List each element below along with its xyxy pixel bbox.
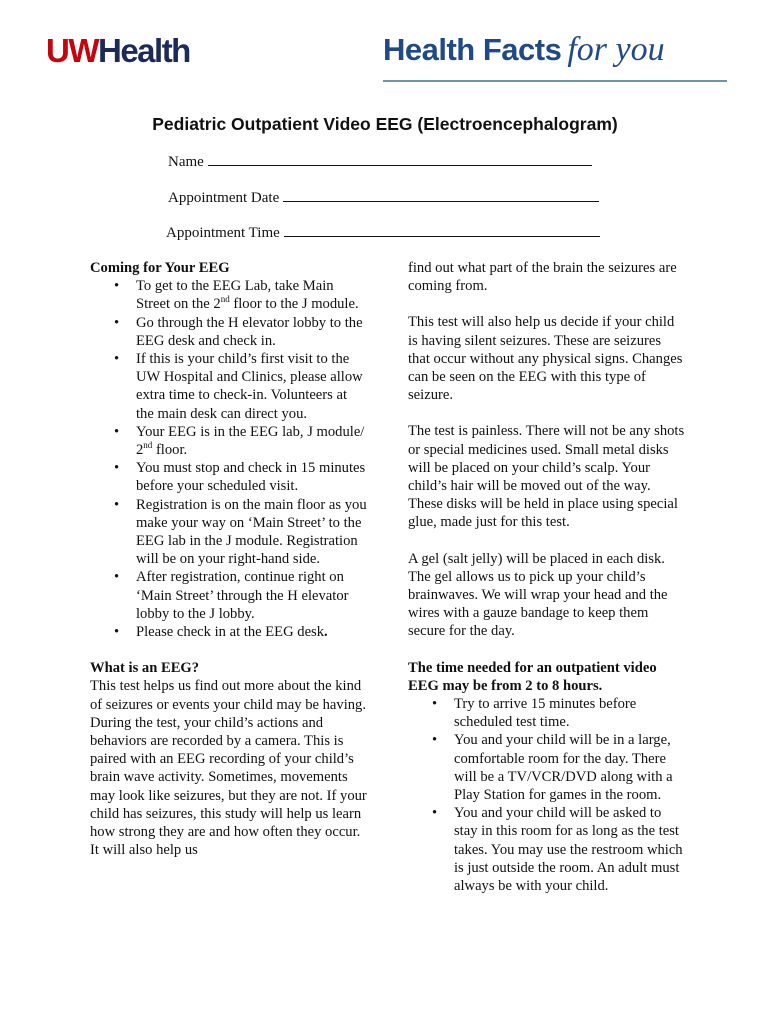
list-item: • Registration is on the main floor as you make your way on ‘Main Street’ to the EEG lab in the J module. Registration will be on your right-hand side.	[90, 496, 368, 569]
logo-uw: UW	[46, 32, 98, 69]
health-facts-banner	[383, 33, 665, 67]
coming-list	[90, 277, 368, 641]
list-item: • Your EEG is in the EEG lab, J module/ 2nd floor.	[90, 423, 368, 459]
what-heading: What is an EEG?	[90, 660, 200, 677]
list-item: • If this is your child’s first visit to the UW Hospital and Clinics, please allow extra time to check-in. Volunteers at the main desk can direct you.	[90, 350, 368, 423]
paragraph: This test will also help us decide if your child is having silent seizures. These are seizures that occur without any physical signs. Changes can be seen on the EEG with this type of seizure.	[408, 314, 683, 404]
list-item: • You and your child will be asked to stay in this room for as long as the test takes. You may use the restroom which is just outside the room. An adult must always be with your child.	[408, 804, 686, 895]
paragraph: The test is painless. There will not be any shots or special medicines used. Small metal disks will be placed on your child’s scalp. Your child’s hair will be moved out of the way. These disks will be held in place using special glue, made just for this test.	[408, 423, 685, 531]
page-header	[0, 0, 770, 90]
coming-heading: Coming for Your EEG	[90, 260, 230, 276]
document-title: Pediatric Outpatient Video EEG (Electroencephalogram)	[152, 114, 618, 134]
appointment-date-label: Appointment Date	[168, 190, 280, 206]
name-label: Name	[168, 154, 204, 170]
appointment-time-label: Appointment Time	[166, 225, 280, 241]
time-list	[408, 695, 686, 895]
appointment-date-blank[interactable]	[283, 187, 599, 202]
tagline-main: Health Facts	[383, 32, 562, 67]
name-field	[168, 151, 592, 171]
logo-health: Health	[97, 32, 190, 69]
uw-health-logo	[46, 34, 190, 67]
header-rule	[383, 80, 727, 82]
name-blank[interactable]	[208, 151, 592, 166]
list-item: • After registration, continue right on ‘Main Street’ through the H elevator lobby to the J lobby.	[90, 568, 368, 623]
list-item: • You and your child will be in a large, comfortable room for the day. There will be a TV/VCR/DVD along with a Play Station for games in the room.	[408, 731, 686, 804]
appointment-time-blank[interactable]	[284, 222, 600, 237]
list-item: • Try to arrive 15 minutes before scheduled test time.	[408, 695, 686, 731]
what-paragraph: This test helps us find out more about the kind of seizures or events your child may be having. During the test, your child’s actions and behaviors are recorded by a camera. This is paired with an EEG recording of your child’s brain wave activity. Sometimes, movements may look like seizures, but they are not. If your child has seizures, this study will help us learn how strong they are and how often they occur. It will also help us	[90, 678, 367, 859]
time-heading: The time needed for an outpatient video EEG may be from 2 to 8 hours.	[408, 659, 657, 694]
paragraph: A gel (salt jelly) will be placed in each disk. The gel allows us to pick up your child’s brainwaves. We will wrap your head and the wires with a gauze bandage to keep them secure for the day.	[408, 550, 668, 640]
list-item: • You must stop and check in 15 minutes before your scheduled visit.	[90, 459, 368, 495]
list-item: • Please check in at the EEG desk.	[90, 623, 368, 641]
appointment-time-field	[166, 222, 600, 242]
tagline-sub: for you	[567, 31, 665, 68]
left-column	[90, 259, 368, 860]
appointment-date-field	[168, 187, 599, 207]
paragraph: find out what part of the brain the seizures are coming from.	[408, 260, 677, 295]
list-item: • Go through the H elevator lobby to the EEG desk and check in.	[90, 314, 368, 350]
right-column	[408, 259, 686, 895]
list-item: • To get to the EEG Lab, take Main Street on the 2nd floor to the J module.	[90, 277, 368, 313]
